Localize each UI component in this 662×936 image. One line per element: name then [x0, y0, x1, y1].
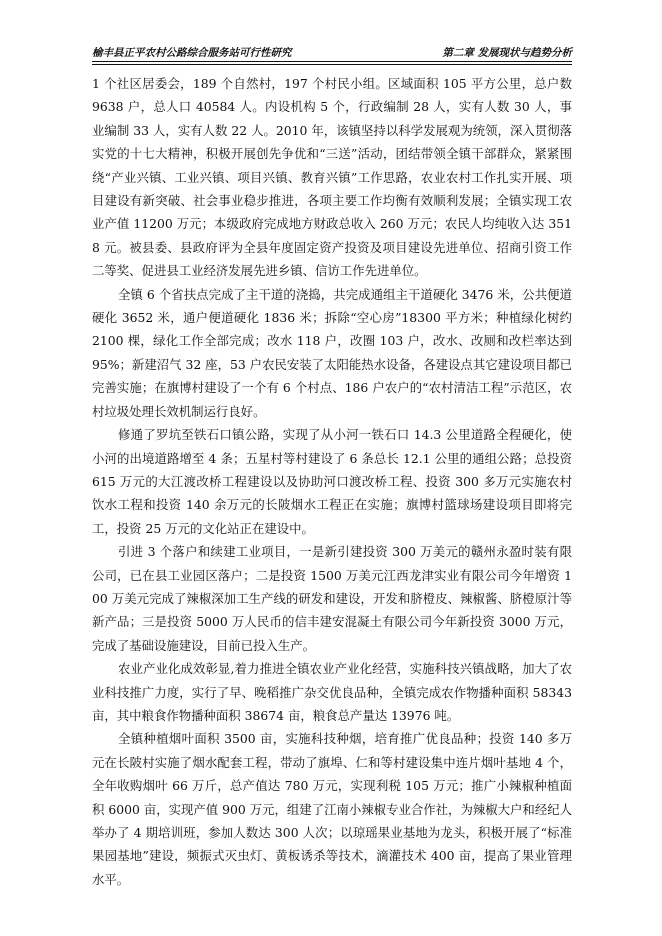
paragraph: 全镇种植烟叶面积 3500 亩，实施科技种烟，培育推广优良品种；投资 140 多万元在长陂村实施了烟水配套工程，带动了旗埠、仁和等村建设集中连片烟叶基地 4 个，全年收购烟叶 66 万斤，总产值达 780 万元，实现利税 105 万元；推广小辣椒种植面积 6000 亩，实现产值 900 万元，组建了江南小辣椒专业合作社，为辣椒大户和经纪人举办了 4 期培训班，参加人数达 300 人次；以琼瑶果业基地为龙头，积极开展了“标准果园基地”建设，频振式灭虫灯、黄板诱杀等技术，滴灌技术 400 亩，提高了果业管理水平。: [92, 731, 572, 887]
header-rule: [92, 61, 572, 62]
paragraph: 修通了罗坑至铁石口镇公路，实现了从小河一铁石口 14.3 公里道路全程硬化，使小河的出境道路增至 4 条；五星村等村建设了 6 条总长 12.1 公里的通组公路；总投资 615 万元的大江渡改桥工程建设以及协助河口渡改桥工程、投资 300 多万元实施农村饮水工程和投资 140 余万元的长陂烟水工程正在实施；旗博村篮球场建设项目即将完工，投资 25 万元的文化站正在建设中。: [92, 427, 572, 536]
header-chapter-title: 第二章 发展现状与趋势分析: [442, 47, 572, 59]
header-document-title: 榆丰县正平农村公路综合服务站可行性研究: [92, 47, 292, 59]
paragraph: 农业产业化成效彰显,着力推进全镇农业产业化经营，实施科技兴镇战略，加大了农业科技推广力度，实行了早、晚稻推广杂交优良品种，全镇完成农作物播种面积 58343 亩，其中粮食作物播种面积 38674 亩，粮食总产量达 13976 吨。: [92, 661, 572, 723]
running-header: [92, 43, 572, 61]
paragraph: 1 个社区居委会，189 个自然村，197 个村民小组。区域面积 105 平方公里，总户数 9638 户，总人口 40584 人。内设机构 5 个，行政编制 28 人，实有人数 30 人，事业编制 33 人，实有人数 22 人。2010 年，该镇坚持以科学发展观为统领，深入贯彻落实党的十七大精神，积极开展创先争优和“三送”活动，团结带领全镇干部群众，紧紧围绕“产业兴镇、工业兴镇、项目兴镇、教育兴镇”工作思路，农业农村工作扎实开展、项目建设有新突破、社会事业稳步推进，各项主要工作均衡有效顺利发展；全镇实现工农业产值 11200 万元；本级政府完成地方财政总收入 260 万元；农民人均纯收入达 3518 元。被县委、县政府评为全县年度固定资产投资及项目建设先进单位、招商引资工作二等奖、促进县工业经济发展先进乡镇、信访工作先进单位。: [92, 76, 572, 279]
header-rule-thin: [92, 64, 572, 65]
body-text: [92, 72, 572, 891]
paragraph: 引进 3 个落户和续建工业项目，一是新引建投资 300 万美元的赣州永盈时装有限公司，已在县工业园区落户；二是投资 1500 万美元江西龙津实业有限公司今年增资 100 万美元完成了辣椒深加工生产线的研发和建设，开发和脐橙皮、辣椒酱、脐橙原汁等新产品；三是投资 5000 万人民币的信丰建安混凝土有限公司今年新投资 3000 万元，完成了基础设施建设，目前已投入生产。: [92, 544, 572, 653]
paragraph: 全镇 6 个省扶点完成了主干道的浇捣，共完成通组主干道硬化 3476 米，公共便道硬化 3652 米，通户便道硬化 1836 米；拆除“空心房”18300 平方米；种植绿化树约 2100 棵，绿化工作全部完成；改水 118 户，改圈 103 户，改水、改厕和改栏率达到 95%；新建沼气 32 座，53 户农民安装了太阳能热水设备，各建设点其它建设项目都已完善实施；在旗博村建设了一个有 6 个村点、186 户农户的“农村清洁工程”示范区，农村垃圾处理长效机制运行良好。: [92, 286, 572, 419]
